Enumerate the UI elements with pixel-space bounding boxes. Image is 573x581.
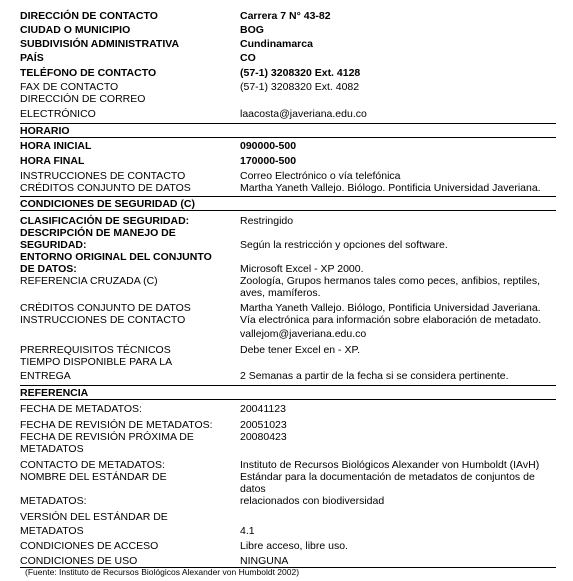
field-label: PAÍS xyxy=(20,52,44,64)
contact-row xyxy=(20,24,556,36)
seguridad-row xyxy=(20,263,556,275)
seguridad-row xyxy=(20,275,556,287)
field-label: TIEMPO DISPONIBLE PARA LA xyxy=(20,356,173,368)
field-value: 170000-500 xyxy=(240,155,297,167)
seguridad-row xyxy=(20,344,556,356)
referencia-row xyxy=(20,431,556,443)
horario-row xyxy=(20,182,556,194)
field-label: METADATOS: xyxy=(20,495,87,507)
field-label: METADATOS xyxy=(20,443,84,455)
contact-row xyxy=(20,81,556,93)
field-label: CONTACTO DE METADATOS: xyxy=(20,459,165,471)
section-header-referencia: REFERENCIA xyxy=(20,385,556,400)
field-value: Carrera 7 N° 43-82 xyxy=(240,10,331,22)
contact-row xyxy=(20,52,556,64)
field-value: aves, mamíferos. xyxy=(240,287,321,299)
section-header-horario: HORARIO xyxy=(20,123,556,138)
field-value: NINGUNA xyxy=(240,555,289,567)
field-value: Martha Yaneth Vallejo. Biólogo, Pontificia Universidad Javeriana. xyxy=(240,302,541,314)
contact-row xyxy=(20,93,556,105)
field-label: FECHA DE REVISIÓN DE METADATOS: xyxy=(20,419,213,431)
field-value: 090000-500 xyxy=(240,140,297,152)
field-label: SUBDIVISIÓN ADMINISTRATIVA xyxy=(20,38,180,50)
field-value: 20051023 xyxy=(240,419,287,431)
seguridad-row xyxy=(20,314,556,326)
field-label: DESCRIPCIÓN DE MANEJO DE xyxy=(20,227,176,239)
field-value: Según la restricción y opciones del software. xyxy=(240,239,448,251)
seguridad-row xyxy=(20,302,556,314)
contact-row xyxy=(20,10,556,22)
field-value: Debe tener Excel en - XP. xyxy=(240,344,361,356)
field-value: Instituto de Recursos Biológicos Alexander von Humboldt (IAvH) xyxy=(240,459,540,471)
contact-row xyxy=(20,38,556,50)
section-header-seguridad: CONDICIONES DE SEGURIDAD (C) xyxy=(20,196,556,211)
field-value: Cundinamarca xyxy=(240,38,313,50)
metadata-sheet xyxy=(20,10,556,568)
referencia-row xyxy=(20,403,556,415)
seguridad-row xyxy=(20,370,556,382)
referencia-row xyxy=(20,471,556,495)
field-value: vallejom@javeriana.edu.co xyxy=(240,328,367,340)
referencia-row xyxy=(20,511,556,523)
field-value: 2 Semanas a partir de la fecha si se considera pertinente. xyxy=(240,370,509,382)
field-label: METADATOS xyxy=(20,525,84,537)
horario-row xyxy=(20,155,556,167)
horario-row xyxy=(20,140,556,152)
referencia-row xyxy=(20,419,556,431)
field-label: PRERREQUISITOS TÉCNICOS xyxy=(20,344,171,356)
field-label: CONDICIONES DE ACCESO xyxy=(20,540,159,552)
field-label: FECHA DE METADATOS: xyxy=(20,403,142,415)
field-value: 20041123 xyxy=(240,403,286,415)
field-value: Correo Electrónico o vía telefónica xyxy=(240,170,401,182)
seguridad-row xyxy=(20,287,556,299)
source-footnote: (Fuente: Instituto de Recursos Biológicos Alexander von Humboldt 2002) xyxy=(25,567,300,577)
field-value: laacosta@javeriana.edu.co xyxy=(240,108,367,120)
field-label: ENTREGA xyxy=(20,370,71,382)
field-value: Zoología, Grupos hermanos tales como peces, anfibios, reptiles, xyxy=(240,275,540,287)
field-value: Vía electrónica para información sobre elaboración de metadato. xyxy=(240,314,542,326)
seguridad-row xyxy=(20,251,556,263)
field-label: ELECTRÓNICO xyxy=(20,108,96,120)
seguridad-row xyxy=(20,356,556,368)
referencia-row xyxy=(20,495,556,507)
contact-row xyxy=(20,67,556,79)
field-label: DIRECCIÓN DE CORREO xyxy=(20,93,146,105)
field-label: INSTRUCCIONES DE CONTACTO xyxy=(20,314,186,326)
field-label: NOMBRE DEL ESTÁNDAR DE xyxy=(20,471,167,483)
horario-row xyxy=(20,170,556,182)
field-value: BOG xyxy=(240,24,264,36)
field-label: REFERENCIA CRUZADA (C) xyxy=(20,275,158,287)
field-label: FECHA DE REVISIÓN PRÓXIMA DE xyxy=(20,431,194,443)
field-label: CRÉDITOS CONJUNTO DE DATOS xyxy=(20,182,191,194)
contact-row xyxy=(20,108,556,120)
field-label: INSTRUCCIONES DE CONTACTO xyxy=(20,170,186,182)
field-label: VERSIÓN DEL ESTÁNDAR DE xyxy=(20,511,168,523)
field-value: Libre acceso, libre uso. xyxy=(240,540,348,552)
seguridad-row xyxy=(20,239,556,251)
field-label: ENTORNO ORIGINAL DEL CONJUNTO xyxy=(20,251,212,263)
field-value: (57-1) 3208320 Ext. 4082 xyxy=(240,81,360,93)
referencia-row xyxy=(20,540,556,552)
field-label: CIUDAD O MUNICIPIO xyxy=(20,24,131,36)
field-value: 20080423 xyxy=(240,431,287,443)
field-label: DE DATOS: xyxy=(20,263,77,275)
field-label: HORA FINAL xyxy=(20,155,85,167)
contact-block xyxy=(20,10,556,120)
field-value: relacionados con biodiversidad xyxy=(240,495,385,507)
field-label: CRÉDITOS CONJUNTO DE DATOS xyxy=(20,302,191,314)
field-label: FAX DE CONTACTO xyxy=(20,81,119,93)
seguridad-row xyxy=(20,227,556,239)
field-label: DIRECCIÓN DE CONTACTO xyxy=(20,10,158,22)
field-value: (57-1) 3208320 Ext. 4128 xyxy=(240,67,361,79)
field-value: 4.1 xyxy=(240,525,255,537)
referencia-row xyxy=(20,459,556,471)
field-label: CONDICIONES DE USO xyxy=(20,555,138,567)
field-value: Restringido xyxy=(240,215,294,227)
field-label: SEGURIDAD: xyxy=(20,239,87,251)
field-label: CLASIFICACIÓN DE SEGURIDAD: xyxy=(20,215,190,227)
referencia-row xyxy=(20,525,556,537)
seguridad-row xyxy=(20,328,556,340)
field-value: Microsoft Excel - XP 2000. xyxy=(240,263,364,275)
seguridad-row xyxy=(20,215,556,227)
field-label: TELÉFONO DE CONTACTO xyxy=(20,67,157,79)
field-label: HORA INICIAL xyxy=(20,140,92,152)
field-value: Estándar para la documentación de metadatos de conjuntos de datos xyxy=(240,471,535,495)
field-value: Martha Yaneth Vallejo. Biólogo. Pontificia Universidad Javeriana. xyxy=(240,182,541,194)
field-value: CO xyxy=(240,52,256,64)
referencia-row xyxy=(20,443,556,455)
